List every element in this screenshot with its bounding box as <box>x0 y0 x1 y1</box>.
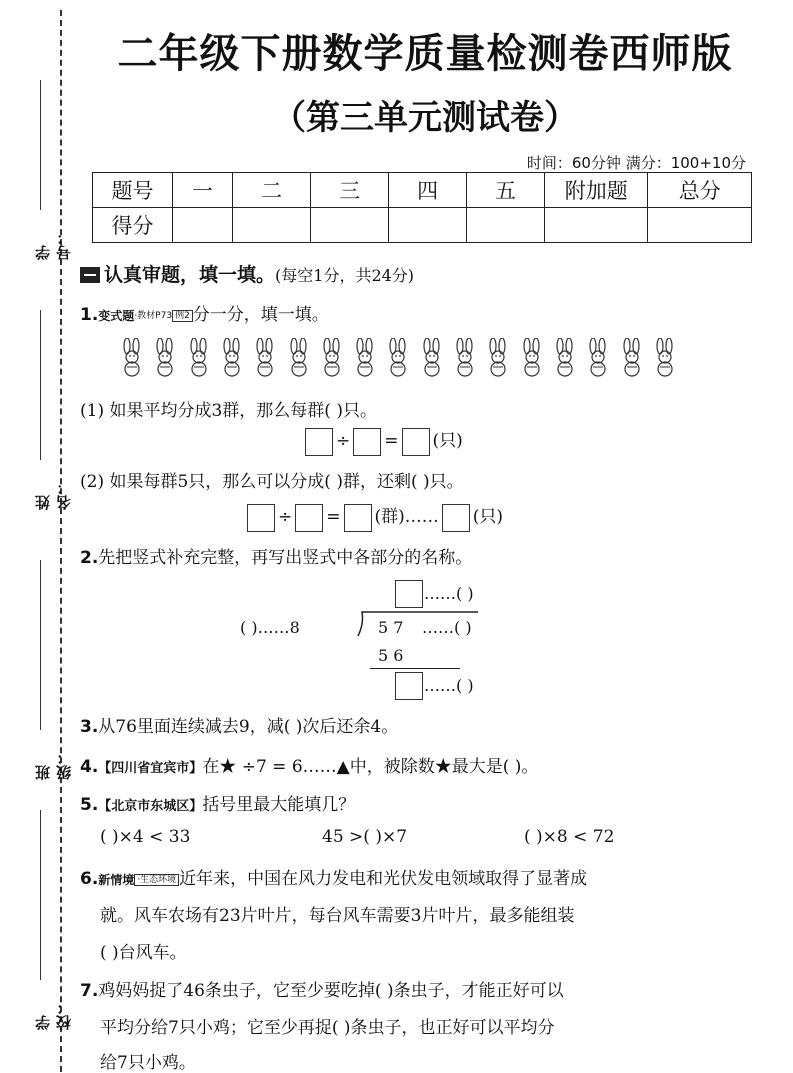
name-line[interactable] <box>40 310 41 460</box>
equation-1 <box>302 426 463 456</box>
rabbit-icon <box>218 338 246 378</box>
question-6-line-2: 就。风车农场有23片叶片，每台风车需要3片叶片，最多能组装 <box>100 906 575 926</box>
score-row-label: 得分 <box>93 208 173 243</box>
answer-box[interactable] <box>442 504 470 532</box>
score-header-cell: 题号 <box>93 173 173 208</box>
rabbit-icon <box>551 338 579 378</box>
product: 5 6 <box>378 646 404 665</box>
question-text: 括号里最大能填几？ <box>202 795 356 815</box>
rabbit-icon <box>418 338 446 378</box>
rabbit-illustration <box>118 338 688 378</box>
question-text-line-1: 近年来，中国在风力发电和光伏发电领域取得了显著成 <box>179 869 588 889</box>
cut-line <box>60 10 62 1072</box>
subtraction-line <box>370 668 460 669</box>
rabbit-icon <box>318 338 346 378</box>
score-input-cell[interactable] <box>648 208 752 243</box>
unit-label: (群) <box>374 507 405 527</box>
divisor-label: ( )……8 <box>240 618 300 637</box>
rabbit-icon <box>484 338 512 378</box>
section-title: 认真审题，填一填。 <box>104 264 276 286</box>
equals-sign: = <box>326 507 341 527</box>
question-number: 7. <box>80 981 99 1001</box>
rabbit-icon <box>584 338 612 378</box>
question-tag: 变式题 <box>98 309 135 323</box>
rabbit-icon <box>451 338 479 378</box>
remainder-box[interactable] <box>395 672 423 700</box>
name-field <box>14 310 73 510</box>
dividend-label: ……( ) <box>422 618 472 637</box>
answer-box[interactable] <box>344 504 372 532</box>
school-line[interactable] <box>40 810 41 980</box>
divide-sign: ÷ <box>336 431 351 451</box>
student-id-field <box>14 80 73 260</box>
question-number: 6. <box>80 869 99 889</box>
score-header-cell: 一 <box>172 173 232 208</box>
rabbit-icon <box>351 338 379 378</box>
student-id-label: 学号： <box>34 230 73 260</box>
rabbit-icon <box>651 338 679 378</box>
question-1-part-2: (2) 如果每群5只，那么可以分成( )群，还剩( )只。 <box>80 472 464 492</box>
class-label: 班级： <box>34 750 73 780</box>
question-4 <box>80 752 538 777</box>
score-header-cell: 附加题 <box>545 173 648 208</box>
inequality-3: ( )×8 < 72 <box>524 827 615 847</box>
answer-box[interactable] <box>305 428 333 456</box>
question-1 <box>80 300 329 325</box>
question-text: 在★ ÷7 = 6……▲中，被除数★最大是( )。 <box>202 757 539 777</box>
score-header-cell: 三 <box>311 173 389 208</box>
time-info: 时间：60分钟 满分：100+10分 <box>526 154 746 172</box>
answer-box[interactable] <box>247 504 275 532</box>
rabbit-icon <box>518 338 546 378</box>
rabbit-icon <box>251 338 279 378</box>
question-text: 先把竖式补充完整，再写出竖式中各部分的名称。 <box>98 548 473 568</box>
answer-box[interactable] <box>295 504 323 532</box>
dividend: 5 7 <box>378 618 404 637</box>
page-title: 二年级下册数学质量检测卷西师版 <box>117 31 733 77</box>
question-6 <box>80 864 587 889</box>
binding-sidebar <box>0 0 73 1072</box>
question-3 <box>80 712 398 737</box>
question-7-line-3: 给7只小鸡。 <box>100 1053 196 1073</box>
class-field <box>14 560 73 780</box>
quotient-label: ……( ) <box>424 584 474 603</box>
question-7 <box>80 976 564 1001</box>
section-number-icon <box>80 267 100 283</box>
question-5 <box>80 790 355 815</box>
question-6-line-3: ( )台风车。 <box>100 943 187 963</box>
region-tag: 【北京市东城区】 <box>98 799 203 814</box>
equals-sign: = <box>384 431 399 451</box>
score-table-header-row <box>93 173 752 208</box>
question-1-part-1: (1) 如果平均分成3群，那么每群( )只。 <box>80 401 377 421</box>
context-tag: ·生态环境 <box>134 874 179 886</box>
score-header-cell: 总分 <box>648 173 752 208</box>
question-number: 1. <box>80 305 99 325</box>
score-input-cell[interactable] <box>172 208 232 243</box>
name-label: 姓名： <box>34 480 73 510</box>
rabbit-icon <box>618 338 646 378</box>
answer-box[interactable] <box>402 428 430 456</box>
school-field <box>14 810 73 1030</box>
rabbit-icon <box>151 338 179 378</box>
quotient-box[interactable] <box>395 580 423 608</box>
divide-sign: ÷ <box>278 507 293 527</box>
example-ref: 例2 <box>172 310 193 322</box>
question-7-line-2: 平均分给7只小鸡；它至少再捉( )条虫子，也正好可以平均分 <box>100 1018 555 1038</box>
rabbit-icon <box>118 338 146 378</box>
rabbit-icon <box>185 338 213 378</box>
rabbit-icon <box>384 338 412 378</box>
score-header-cell: 二 <box>233 173 311 208</box>
score-header-cell: 四 <box>389 173 467 208</box>
unit-label: (只) <box>472 507 504 527</box>
remainder-label: ……( ) <box>424 676 474 695</box>
score-table <box>92 172 752 243</box>
page-subtitle: （第三单元测试卷） <box>272 98 578 138</box>
equation-2 <box>244 502 503 532</box>
score-input-cell[interactable] <box>311 208 389 243</box>
score-input-cell[interactable] <box>467 208 545 243</box>
score-input-cell[interactable] <box>389 208 467 243</box>
score-table-score-row <box>93 208 752 243</box>
inequality-2: 45 >( )×7 <box>322 827 408 847</box>
question-tag: 新情境 <box>98 873 135 887</box>
class-line[interactable] <box>40 560 41 730</box>
score-input-cell[interactable] <box>545 208 648 243</box>
question-2 <box>80 543 472 568</box>
student-id-line[interactable] <box>40 80 41 210</box>
school-label: 学校： <box>34 1000 73 1030</box>
question-number: 5. <box>80 795 99 815</box>
section-heading <box>80 260 414 287</box>
question-text: 从76里面连续减去9，减( )次后还余4。 <box>98 717 399 737</box>
answer-box[interactable] <box>353 428 381 456</box>
question-text: 分一分，填一填。 <box>192 305 329 325</box>
long-division <box>230 580 560 700</box>
question-number: 4. <box>80 757 99 777</box>
remainder-dots: …… <box>404 507 439 527</box>
region-tag: 【四川省宜宾市】 <box>98 761 203 776</box>
question-number: 2. <box>80 548 99 568</box>
score-header-cell: 五 <box>467 173 545 208</box>
question-text-line-1: 鸡妈妈捉了46条虫子，它至少要吃掉( )条虫子，才能正好可以 <box>98 981 564 1001</box>
section-score-note: (每空1分，共24分) <box>275 266 415 285</box>
question-number: 3. <box>80 717 99 737</box>
rabbit-icon <box>285 338 313 378</box>
score-input-cell[interactable] <box>233 208 311 243</box>
textbook-ref: ·教材P73 <box>134 311 173 321</box>
unit-label: (只) <box>432 431 463 451</box>
inequality-1: ( )×4 < 33 <box>100 827 191 847</box>
